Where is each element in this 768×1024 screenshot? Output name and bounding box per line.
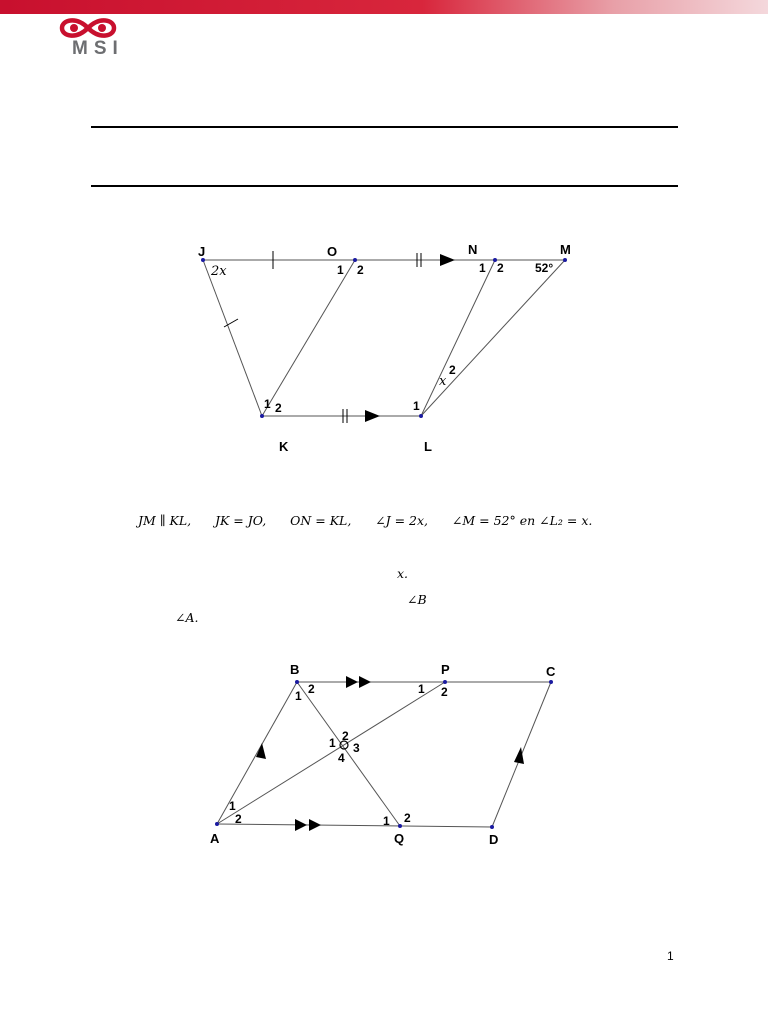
point-a: [215, 822, 219, 826]
arrow-dc: [514, 747, 524, 764]
angle-m: 52°: [535, 261, 554, 275]
segment-ko: [262, 260, 355, 416]
angle-o1-fig2: 1: [329, 736, 336, 750]
angle-n2: 2: [497, 261, 504, 275]
angle-q1: 1: [383, 814, 390, 828]
given-statement: JM ∥ KL, JK = JO, ON = KL, ∠J = 2x, ∠M = 52° en ∠L₂ = x.: [138, 513, 593, 528]
angle-a2: 2: [235, 812, 242, 826]
arrow-ab: [256, 743, 266, 759]
question-1-x: x.: [397, 566, 409, 581]
point-b: [295, 680, 299, 684]
arrow-kl: [365, 410, 380, 422]
arrow-bp-1: [346, 676, 358, 688]
angle-b2: 2: [308, 682, 315, 696]
angle-o1: 1: [337, 263, 344, 277]
label-m: M: [560, 242, 571, 257]
label-b: B: [290, 662, 300, 677]
question-2-angle-b: ∠B: [407, 592, 427, 607]
angle-k1: 1: [264, 397, 271, 411]
segment-jk: [203, 260, 262, 416]
header-color-bar: [0, 0, 768, 14]
logo-text: MSI: [72, 38, 124, 56]
figure-2-diagram: [0, 655, 768, 855]
arrow-jm: [440, 254, 455, 266]
segment-lm: [421, 260, 565, 416]
segment-bq: [297, 682, 400, 826]
point-d: [490, 825, 494, 829]
label-p: P: [441, 662, 450, 677]
angle-a1: 1: [229, 799, 236, 813]
arrow-aq-1: [295, 819, 307, 831]
segment-ad: [217, 824, 492, 827]
question-2-angle-a: ∠A.: [175, 610, 199, 625]
figure-1-diagram: [0, 230, 768, 460]
page-number: 1: [667, 949, 674, 963]
angle-p1: 1: [418, 682, 425, 696]
label-l: L: [424, 439, 432, 454]
point-p: [443, 680, 447, 684]
angle-l1: 1: [413, 399, 420, 413]
angle-q2: 2: [404, 811, 411, 825]
angle-o2-fig2: 2: [342, 729, 349, 743]
msi-logo: [58, 14, 203, 56]
label-k: K: [279, 439, 289, 454]
point-c: [549, 680, 553, 684]
angle-b1: 1: [295, 689, 302, 703]
title-rule-top: [91, 126, 678, 128]
angle-o4: 4: [338, 751, 345, 765]
angle-n1: 1: [479, 261, 486, 275]
label-c: C: [546, 664, 556, 679]
label-q: Q: [394, 831, 405, 846]
label-n: N: [468, 242, 478, 257]
angle-lx: x: [439, 374, 447, 389]
label-o: O: [327, 244, 338, 259]
arrow-bp-2: [359, 676, 371, 688]
point-m: [563, 258, 567, 262]
label-a: A: [210, 831, 220, 846]
segment-ln: [421, 260, 495, 416]
angle-k2: 2: [275, 401, 282, 415]
label-j: J: [198, 244, 206, 259]
angle-o2: 2: [357, 263, 364, 277]
point-k: [260, 414, 264, 418]
angle-p2: 2: [441, 685, 448, 699]
label-d: D: [489, 832, 499, 847]
point-l: [419, 414, 423, 418]
segment-ap: [217, 682, 445, 824]
title-rule-bottom: [91, 185, 678, 187]
point-o: [353, 258, 357, 262]
angle-l2: 2: [449, 363, 456, 377]
angle-j: 2x: [211, 264, 227, 279]
point-q: [398, 824, 402, 828]
arrow-aq-2: [309, 819, 321, 831]
angle-o3: 3: [353, 741, 360, 755]
